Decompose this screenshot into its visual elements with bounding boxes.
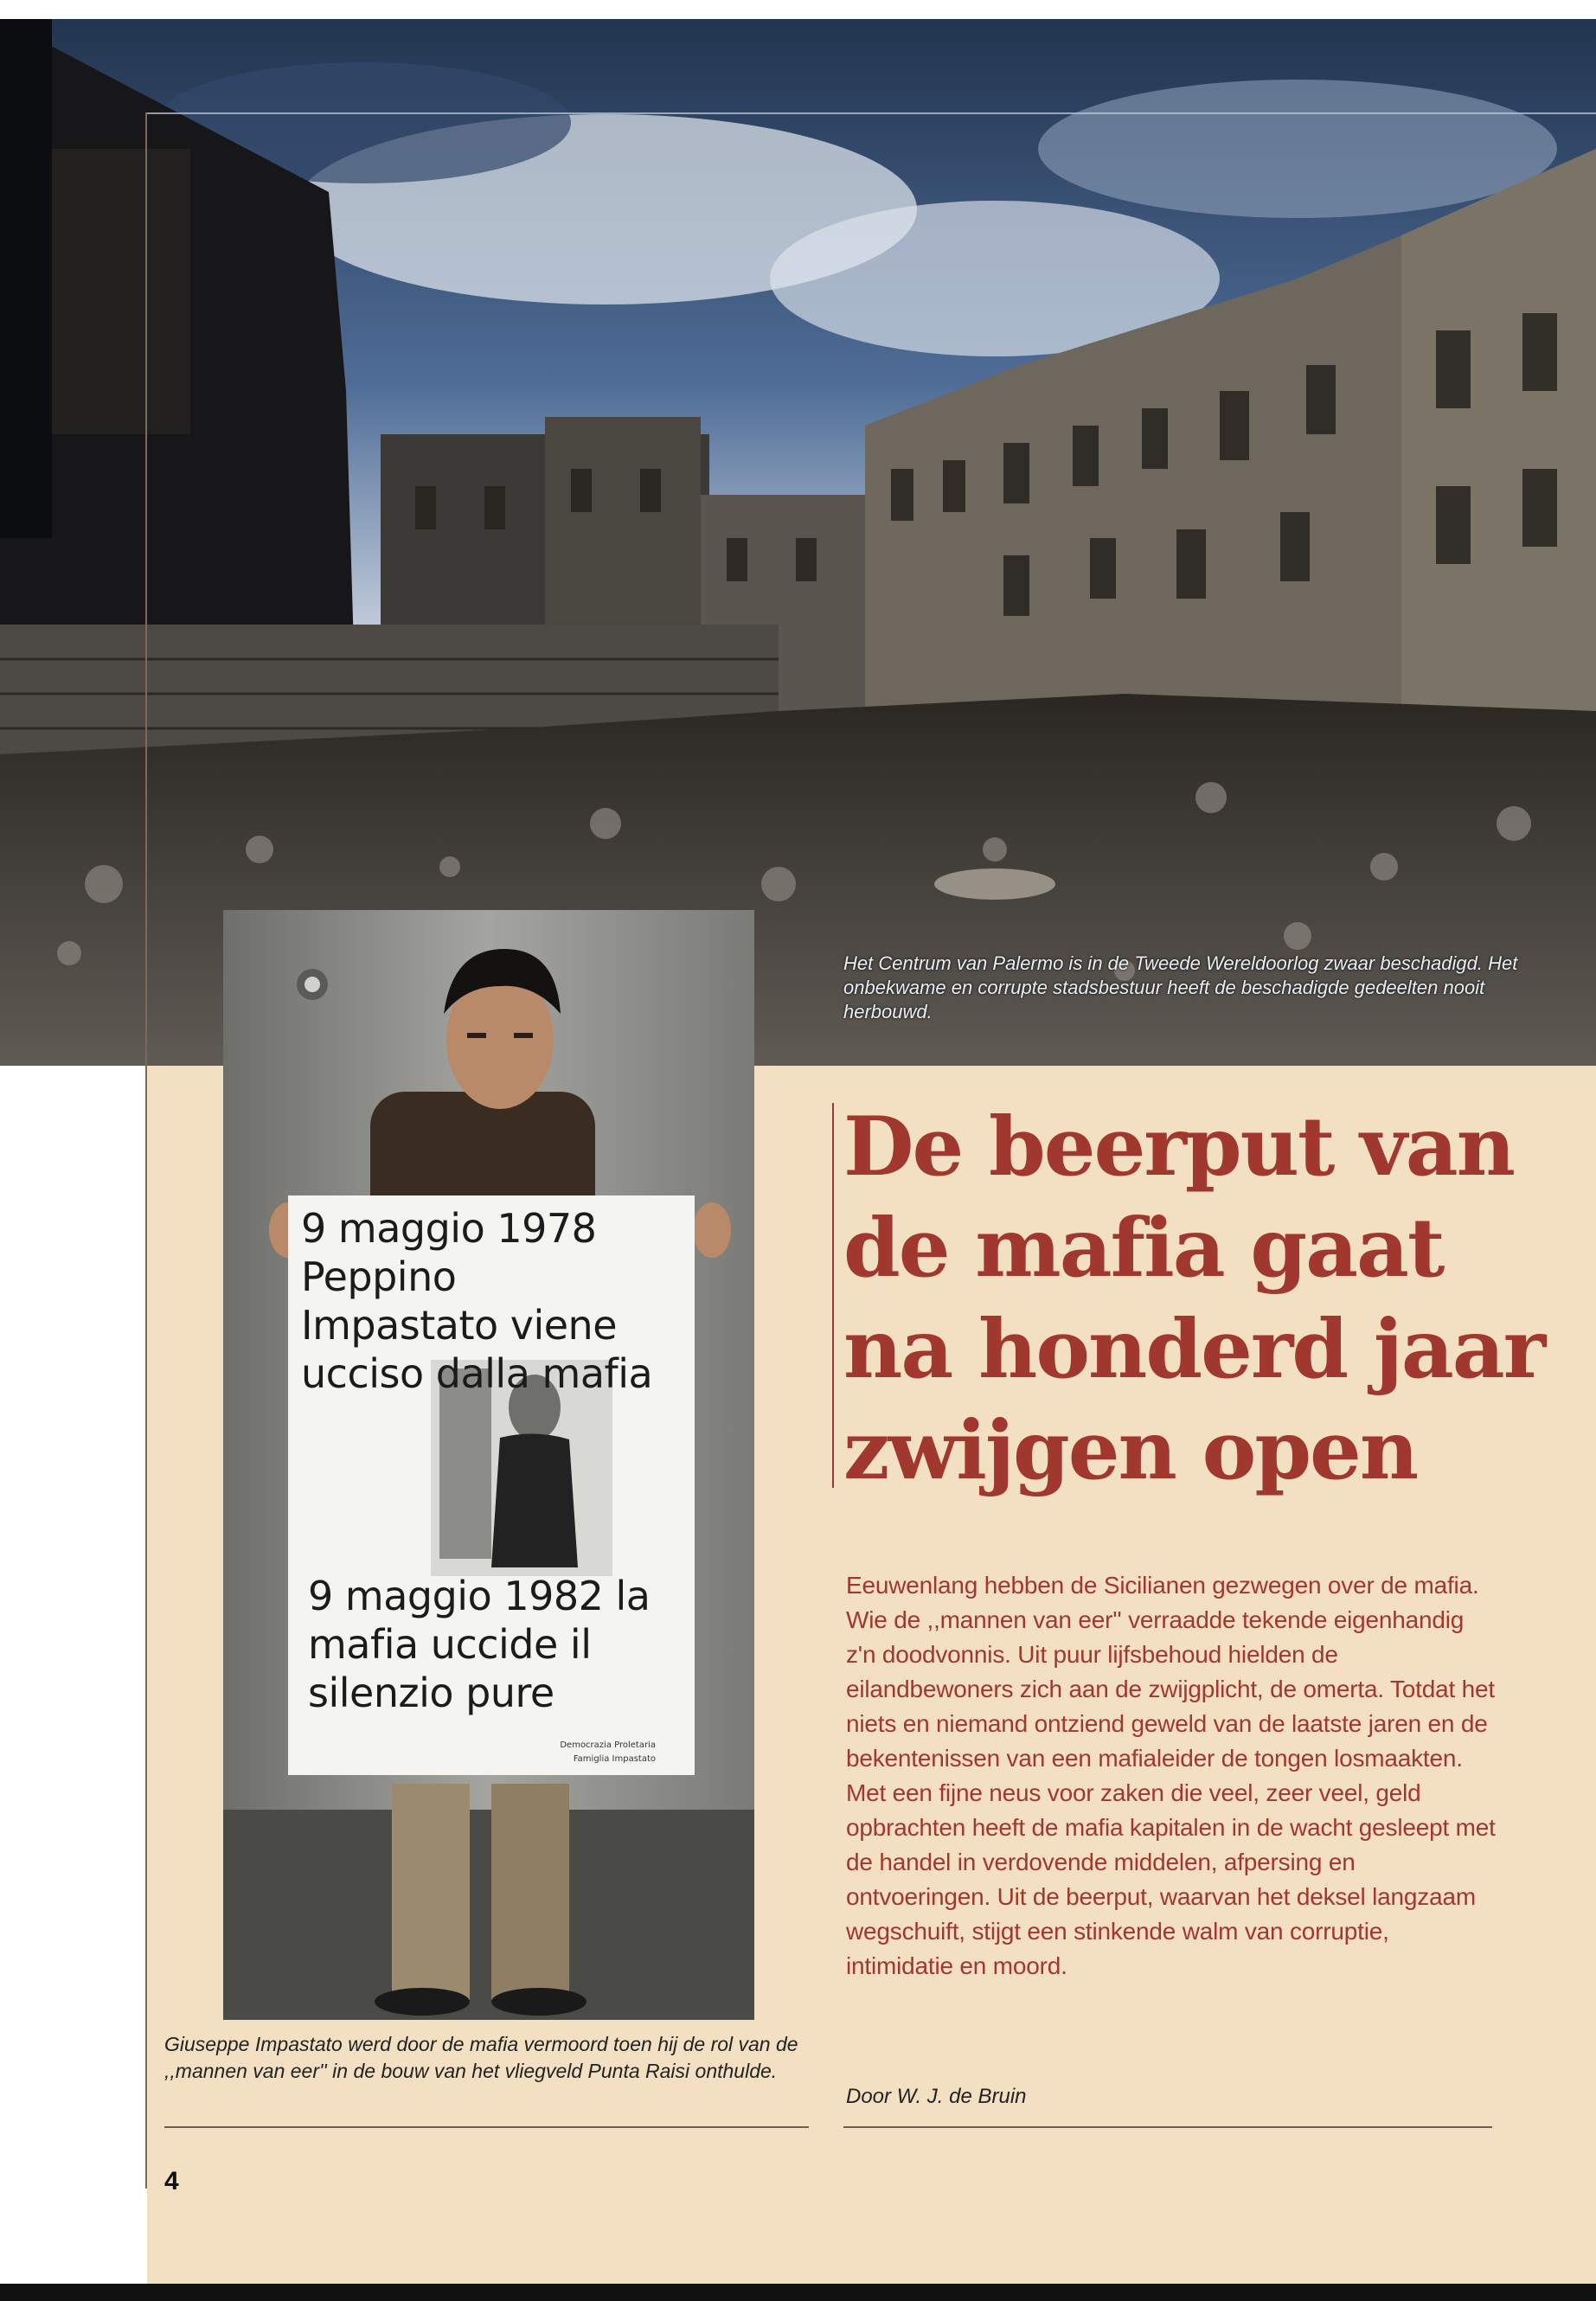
article-byline: Door W. J. de Bruin [846, 2085, 1027, 2108]
portrait-caption: Giuseppe Impastato werd door de mafia vermoord toen hij de rol van de ,,mannen van eer'' in de bouw van het vliegveld Punta Raisi onthulde. [164, 2033, 798, 2082]
impastato-portrait-photo [223, 910, 754, 2020]
headline-accent-bar [832, 1103, 834, 1488]
dark-edge [0, 19, 52, 538]
article-lede: Eeuwenlang hebben de Sicilianen gezwegen over de mafia. Wie de ,,mannen van eer'' verraadde tekende eigenhandig z'n doodvonnis. Uit puur lijfsbehoud hielden de eilandbewoners zich aan de zwijgplicht, de omerta. Totdat het niets en niemand ontziend geweld van de laatste jaren en de bekentenissen van een mafialeider de tongen losmaakten. Met een fijne neus voor zaken die veel, zeer veel, geld opbrachten heeft de mafia kapitalen in de wacht gesleept met de handel in verdovende middelen, afpersing en ontvoeringen. Uit de beerput, waarvan het deksel langzaam wegschuift, stijgt een stinkende walm van corruptie, intimidatie en moord. [846, 1572, 1496, 1979]
frame-line-top [145, 112, 1596, 114]
bottom-edge [0, 2284, 1596, 2301]
poster-credit: Democrazia Proletaria Famiglia Impastato [560, 1740, 656, 1764]
article-title: De beerput van de mafia gaat na honderd jaar zwijgen open [843, 1099, 1545, 1498]
byline-rule [843, 2126, 1492, 2128]
poster-headline-bottom: 9 maggio 1982 la mafia uccide il silenzio pure [308, 1573, 651, 1716]
caption-rule [164, 2126, 809, 2128]
photo-caption: Het Centrum van Palermo is in de Tweede Wereldoorlog zwaar beschadigd. Het onbekwame en corrupte stadsbestuur heeft de beschadigde gedeelten nooit herbouwd. [843, 952, 1518, 1022]
palermo-ruins-photo [0, 19, 1596, 1066]
poster-headline-top: 9 maggio 1978 Peppino Impastato viene ucciso dalla mafia [301, 1205, 653, 1397]
frame-line-left [145, 112, 147, 2189]
page-number: 4 [164, 2167, 179, 2195]
